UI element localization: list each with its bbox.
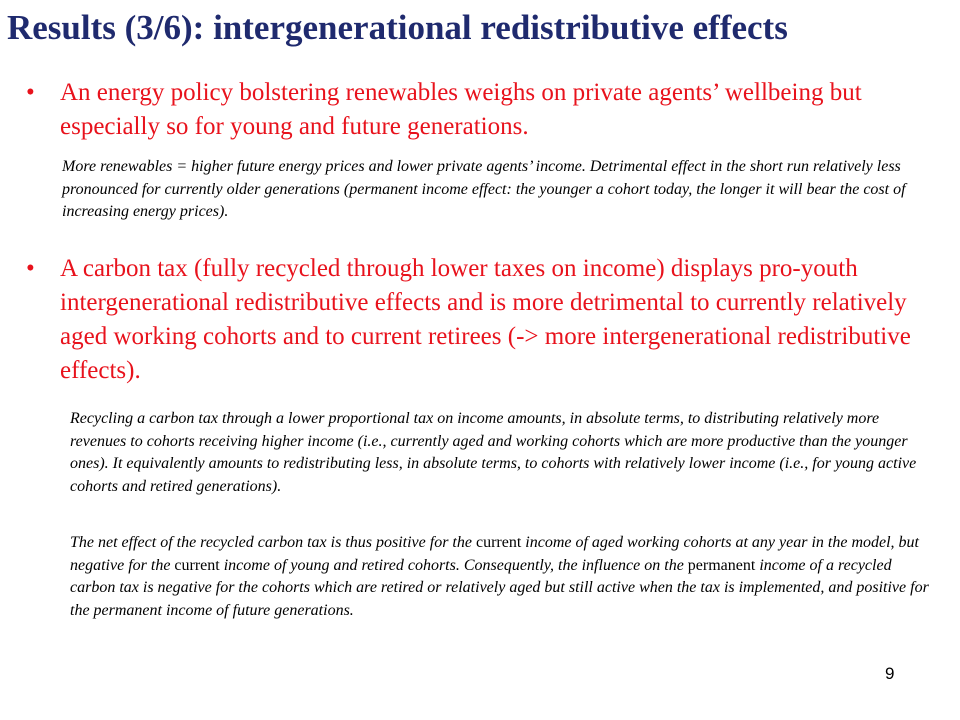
emphasis-current: current: [174, 556, 220, 574]
net-effect-text-3: income of young and retired cohorts. Consequently, the influence on the: [219, 556, 688, 574]
emphasis-current: current: [475, 534, 522, 551]
emphasis-permanent: permanent: [687, 556, 756, 574]
note-renewables: More renewables = higher future energy prices and lower private agents’ income. Detrimental effect in the short run relatively less pronounced for currently older generations (permanent income effect: the younger a cohort today, the longer it will bear the cost of increasing energy prices).: [62, 158, 906, 220]
net-effect-text-2: income of aged working cohorts at any year in the model, but negative for the: [70, 534, 919, 574]
bullet-carbon-tax: [26, 252, 930, 388]
net-effect-text-1: The net effect of the recycled carbon tax is thus positive for the: [70, 534, 476, 551]
bullet-marker: •: [26, 79, 35, 106]
bullet-text: A carbon tax (fully recycled through lower taxes on income) displays pro-youth intergenerational redistributive effects and is more detrimental to currently relatively aged working cohorts and to current retirees (-> more intergenerational redistributive effects).: [60, 255, 911, 384]
bullet-text: An energy policy bolstering renewables weighs on private agents’ wellbeing but especially so for young and future generations.: [60, 79, 862, 140]
note-recycling: Recycling a carbon tax through a lower proportional tax on income amounts, in absolute terms, to distributing relatively more revenues to cohorts receiving higher income (i.e., currently aged and working cohorts which are more productive than the younger ones). It equivalently amounts to redistributing less, in absolute terms, to cohorts with relatively lower income (i.e., for young active cohorts and retired generations).: [70, 410, 917, 495]
page-number: 9: [885, 664, 895, 683]
bullet-marker: •: [26, 255, 35, 282]
bullet-renewables: [26, 76, 910, 144]
net-effect-text-4: income of a recycled carbon tax is negative for the cohorts which are retired or relatively aged but still active when the tax is implemented, and positive for the permanent income of future generations.: [70, 556, 929, 619]
note-net-effect: [70, 532, 930, 622]
slide-title: Results (3/6): intergenerational redistributive effects: [7, 8, 788, 47]
